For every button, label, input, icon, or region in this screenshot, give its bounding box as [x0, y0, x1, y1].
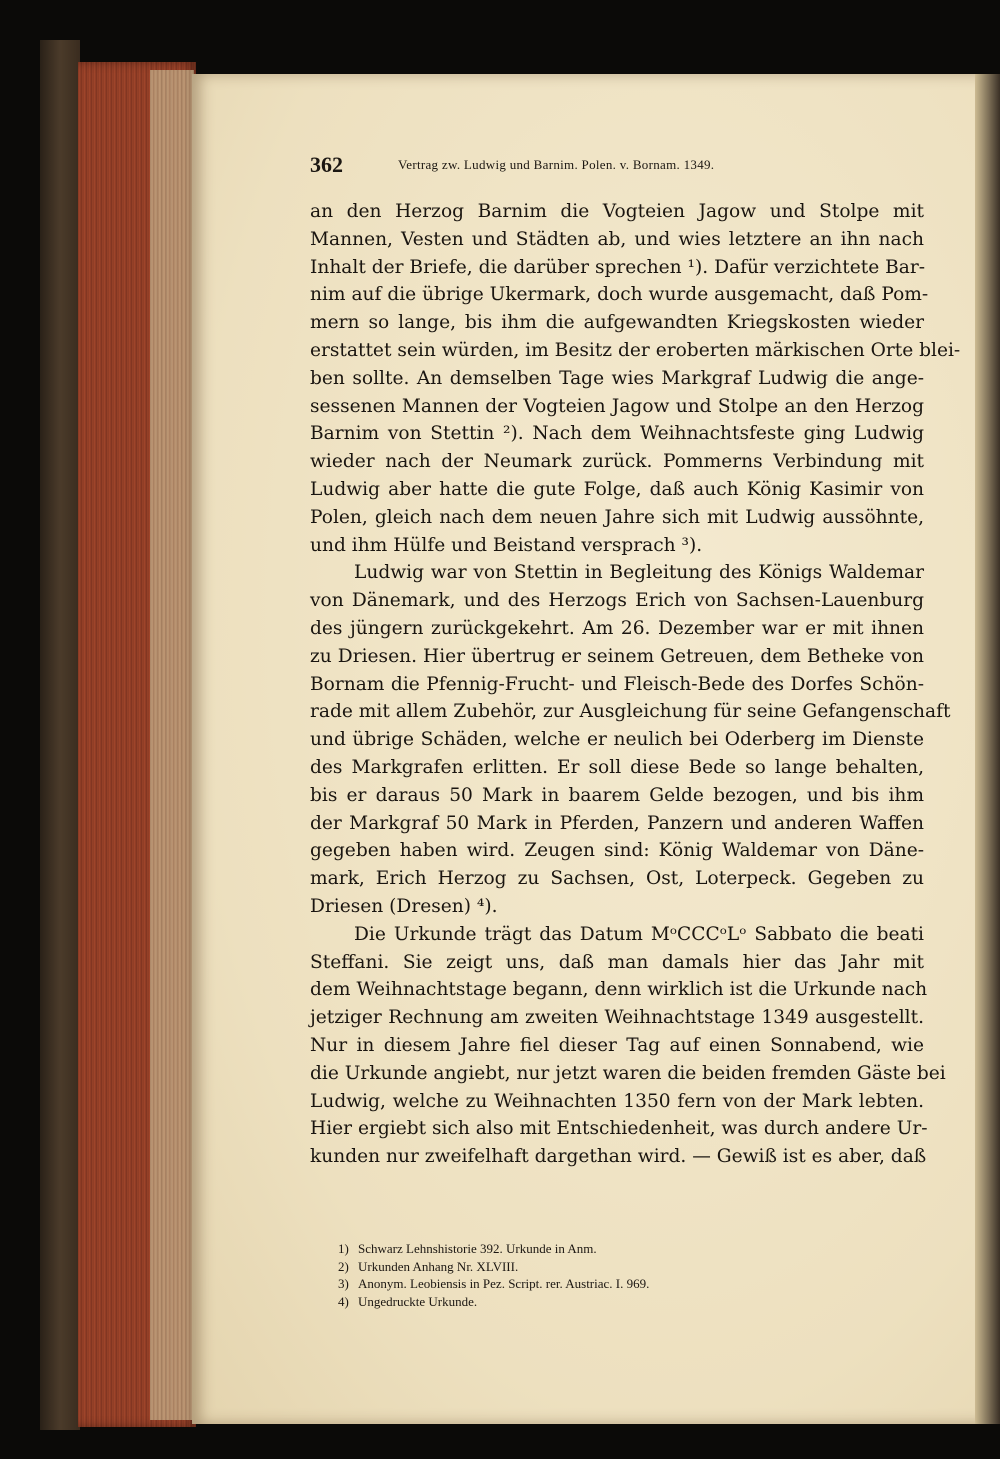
text-line: der Markgraf 50 Mark in Pferden, Panzern und anderen Waffen: [310, 812, 924, 834]
text-line: und ihm Hülfe und Beistand versprach ³).: [310, 534, 703, 556]
text-line: mark, Erich Herzog zu Sachsen, Ost, Loterpeck. Gegeben zu: [310, 868, 924, 890]
text-line: wieder nach der Neumark zurück. Pommerns Verbindung mit: [310, 451, 924, 473]
text-line: ben sollte. An demselben Tage wies Markgraf Ludwig die ange-: [310, 367, 924, 389]
footnote: [338, 1293, 898, 1311]
text-line: rade mit allem Zubehör, zur Ausgleichung für seine Gefangenschaft: [310, 701, 951, 723]
text-line: Barnim von Stettin ²). Nach dem Weihnachtsfeste ging Ludwig: [310, 423, 924, 445]
footnote-text: Urkunden Anhang Nr. XLVIII.: [358, 1258, 519, 1274]
text-line: Ludwig war von Stettin in Begleitung des Königs Waldemar: [354, 562, 924, 584]
footnote-number: 2): [338, 1258, 349, 1274]
footnote-text: Ungedruckte Urkunde.: [358, 1293, 478, 1309]
text-line: des Markgrafen erlitten. Er soll diese Bede so lange behalten,: [310, 756, 924, 778]
text-line: Ludwig, welche zu Weihnachten 1350 fern von der Mark lebten.: [310, 1090, 924, 1112]
text-line: gegeben haben wird. Zeugen sind: König Waldemar von Däne-: [310, 840, 924, 862]
page-number: 362: [310, 152, 343, 177]
paragraph-3: [310, 921, 946, 1171]
text-line: Ludwig aber hatte die gute Folge, daß auch König Kasimir von: [310, 478, 924, 500]
footnote-number: 1): [338, 1241, 349, 1256]
text-line: Steffani. Sie zeigt uns, daß man damals hier das Jahr mit: [310, 951, 924, 973]
text-line: Polen, gleich nach dem neuen Jahre sich mit Ludwig aussöhnte,: [310, 506, 924, 528]
text-line: Bornam die Pfennig-Frucht- und Fleisch-Bede des Dorfes Schön-: [310, 673, 924, 695]
text-line: Inhalt der Briefe, die darüber sprechen ¹). Dafür verzichtete Bar-: [310, 256, 926, 278]
footnote-text: Anonym. Leobiensis in Pez. Script. rer. Austriac. I. 969.: [358, 1276, 650, 1291]
running-head: Vertrag zw. Ludwig und Barnim. Polen. v. Bornam. 1349.: [398, 157, 715, 172]
text-line: bis er daraus 50 Mark in baarem Gelde bezogen, und bis ihm: [310, 784, 924, 806]
footnote: [338, 1240, 898, 1258]
text-line: von Dänemark, und des Herzogs Erich von Sachsen-Lauenburg: [310, 590, 924, 612]
footnote-number: 3): [338, 1276, 349, 1291]
text-line: Mannen, Vesten und Städten ab, und wies letztere an ihn nach: [310, 228, 924, 250]
text-line: an den Herzog Barnim die Vogteien Jagow und Stolpe mit: [310, 201, 924, 222]
footnotes: [338, 1240, 898, 1310]
text-line: des jüngern zurückgekehrt. Am 26. Dezember war er mit ihnen: [310, 617, 924, 639]
book-spine: [40, 40, 80, 1430]
text-line: Driesen (Dresen) ⁴).: [310, 895, 498, 917]
body-text: [310, 198, 961, 1171]
text-line: Die Urkunde trägt das Datum MᵒCCCᵒLᵒ Sabbato die beati: [354, 923, 924, 945]
footnote-text: Schwarz Lehnshistorie 392. Urkunde in Anm.: [358, 1241, 597, 1256]
text-line: erstattet sein würden, im Besitz der eroberten märkischen Orte blei-: [310, 339, 961, 361]
page-right-edge: [975, 74, 1000, 1424]
text-line: kunden nur zweifelhaft dargethan wird. — Gewiß ist es aber, daß: [310, 1146, 927, 1168]
text-line: zu Driesen. Hier übertrug er seinem Getreuen, dem Betheke von: [310, 645, 924, 667]
page-edges-light: [150, 70, 194, 1420]
footnote: [338, 1258, 898, 1276]
text-line: jetziger Rechnung am zweiten Weihnachtstage 1349 ausgestellt.: [310, 1007, 924, 1029]
text-line: Hier ergiebt sich also mit Entschiedenheit, was durch andere Ur-: [310, 1118, 928, 1140]
text-line: dem Weihnachtstage begann, denn wirklich ist die Urkunde nach: [310, 979, 928, 1001]
paragraph-2: [310, 559, 951, 920]
text-line: die Urkunde angiebt, nur jetzt waren die beiden fremden Gäste bei: [310, 1062, 946, 1084]
text-line: Nur in diesem Jahre fiel dieser Tag auf einen Sonnabend, wie: [310, 1034, 924, 1056]
text-line: und übrige Schäden, welche er neulich bei Oderberg im Dienste: [310, 729, 924, 751]
footnote-number: 4): [338, 1293, 349, 1309]
text-line: sessenen Mannen der Vogteien Jagow und Stolpe an den Herzog: [310, 395, 924, 417]
text-line: nim auf die übrige Ukermark, doch wurde ausgemacht, daß Pom-: [310, 284, 929, 306]
text-line: mern so lange, bis ihm die aufgewandten Kriegskosten wieder: [310, 312, 924, 334]
paragraph-1: [310, 198, 961, 559]
footnote: [338, 1275, 898, 1293]
page-header: [310, 152, 930, 184]
